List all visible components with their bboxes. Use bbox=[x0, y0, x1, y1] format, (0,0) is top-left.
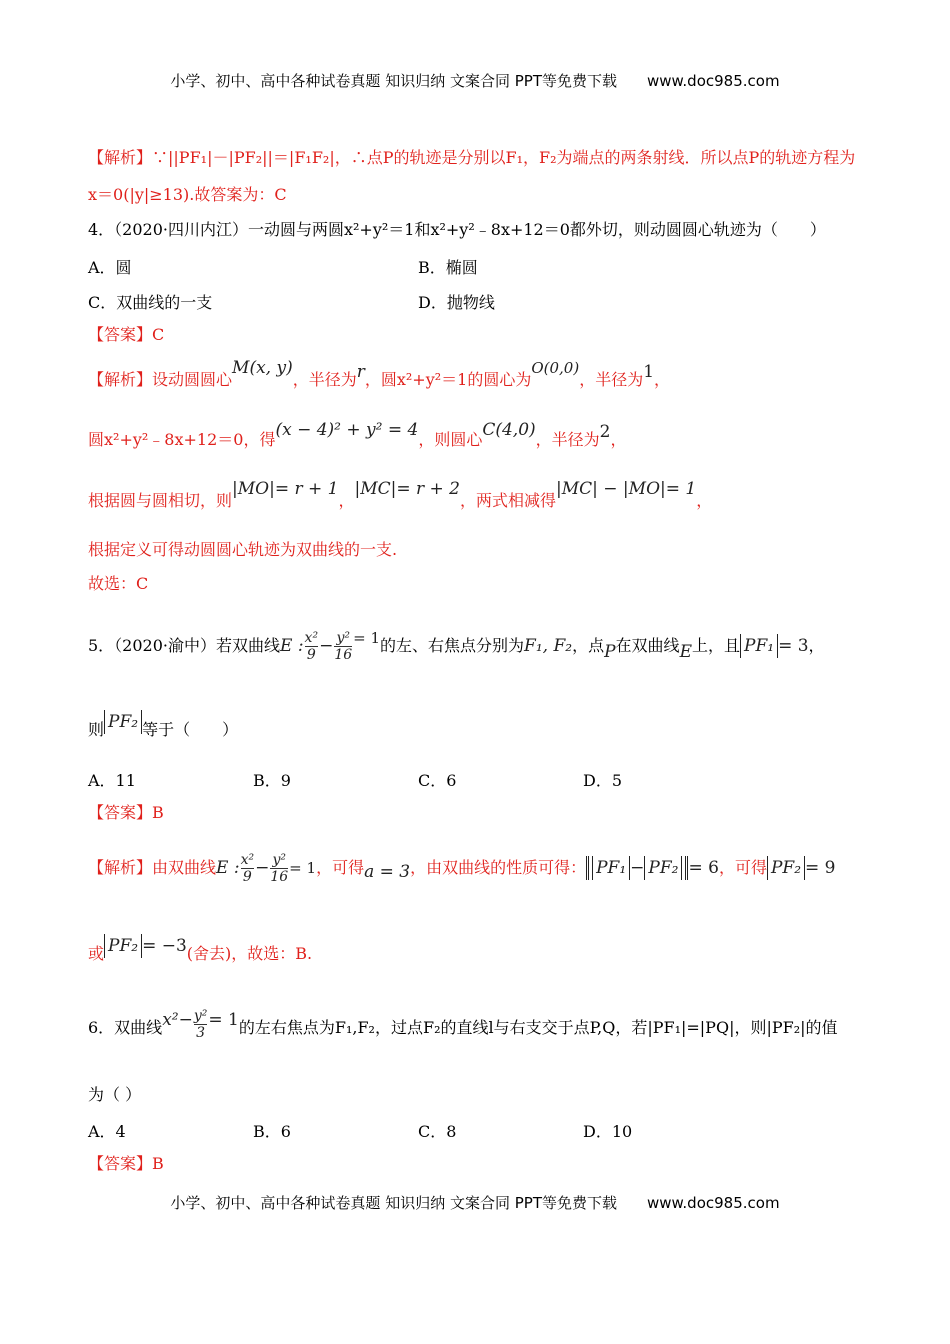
q5-math-eq6: = 6 bbox=[688, 858, 719, 878]
q6-option-a: A．4 bbox=[88, 1122, 126, 1141]
q5-math-PF2: PF₂ bbox=[104, 710, 142, 734]
answer-label: 【答案】 bbox=[88, 1154, 153, 1173]
q5-math-P: P bbox=[604, 642, 616, 662]
q5-math-neg3: = −3 bbox=[142, 936, 187, 956]
q4-b1: 圆x²+y²﹣8x+12＝0，得 bbox=[88, 430, 276, 449]
q6-stem-line2: 为（ ） bbox=[88, 1085, 142, 1104]
q5-an-frac-x bbox=[241, 852, 255, 885]
q5-analysis-line1 bbox=[88, 845, 836, 891]
q4-math-C: C(4,0) bbox=[482, 420, 536, 440]
q5-an-frac-y-num: y² bbox=[272, 852, 287, 868]
q5-math-eq3: = 3 bbox=[778, 636, 809, 656]
q5-s6: 则 bbox=[88, 720, 105, 739]
q6-frac-y-num: y² bbox=[193, 1008, 208, 1024]
q5-stem-line2 bbox=[88, 712, 238, 748]
q3-analysis-text2: x＝0(|y|≥13).故答案为：C bbox=[88, 185, 287, 204]
q3-analysis-line1 bbox=[88, 148, 855, 168]
q5-s7: 等于（ ） bbox=[142, 720, 239, 739]
analysis-label: 【解析】 bbox=[88, 148, 153, 167]
q6-answer bbox=[88, 1154, 164, 1174]
q5-s1: 5．（2020·渝中）若双曲线 bbox=[88, 636, 280, 655]
q4-a4: ，半径为 bbox=[579, 370, 644, 389]
q5-s5: 上，且 bbox=[691, 636, 740, 655]
q5-stem-line1: 5．（2020·渝中）若双曲线E : $\frac{\text{x²}}{9}$ − $\frac{\text{y²}}{16}$ = 1的左、右焦点分别为F₁, F₂，点P在双曲线E上，且 PF₁ = 3， bbox=[88, 629, 825, 663]
q5-math-PF2b: PF₂ bbox=[767, 856, 805, 880]
page-footer: 小学、初中、高中各种试卷真题 知识归纳 文案合同 PPT等免费下载 www.doc985.com bbox=[170, 1194, 780, 1212]
q4-math-r: r bbox=[356, 362, 365, 382]
q5-b2: (舍去)，故选：B. bbox=[186, 944, 313, 963]
q4-option-b: B．椭圆 bbox=[418, 258, 478, 277]
q5-an-minus: − bbox=[255, 858, 270, 878]
q6-math-minus: − bbox=[178, 1010, 193, 1030]
q4-math-MO: |MO|= r + 1 bbox=[232, 479, 339, 499]
q6-option-c: C．8 bbox=[418, 1122, 457, 1141]
q5-math-PF2c: PF₂ bbox=[104, 934, 142, 958]
q4-math-M: M(x, y) bbox=[232, 358, 293, 378]
q6-math-eq1: = 1 bbox=[208, 1010, 239, 1030]
q5-an-frac-y bbox=[270, 852, 288, 885]
q4-analysis-line2: 圆x²+y²﹣8x+12＝0，得(x − 4)² + y² = 4，则圆心C(4,0)，半径为2， bbox=[88, 420, 627, 449]
q4-c2: ，两式相减得 bbox=[460, 491, 557, 510]
q6-answer-value: B bbox=[152, 1154, 164, 1173]
q4-b3: ，半径为 bbox=[535, 430, 600, 449]
q4-option-c: C．双曲线的一支 bbox=[88, 293, 213, 312]
q5-an-frac-x-den: 9 bbox=[241, 868, 255, 885]
q6-stem-line1 bbox=[88, 1005, 838, 1051]
q5-abs-pf1: PF₁ bbox=[592, 856, 630, 880]
q5-math-minus: − bbox=[319, 636, 334, 656]
q5-b1: 或 bbox=[88, 944, 105, 963]
analysis-label: 【解析】 bbox=[88, 370, 153, 389]
q5-abs-pf2: PF₂ bbox=[644, 856, 682, 880]
q4-math-O: O(0,0) bbox=[531, 359, 580, 377]
q5-a1: 由双曲线 bbox=[152, 858, 217, 877]
q5-frac-x-num: x² bbox=[304, 630, 319, 646]
q5-an-frac-y-den: 16 bbox=[270, 869, 289, 885]
q5-math-E: E : bbox=[280, 636, 304, 656]
q4-math-1: 1 bbox=[643, 362, 655, 382]
q5-frac-y bbox=[334, 630, 352, 663]
q5-an-frac-x-num: x² bbox=[240, 852, 255, 868]
q5-option-a: A．11 bbox=[88, 771, 136, 790]
q4-a1: 设动圆圆心 bbox=[152, 370, 233, 389]
q4-analysis-line1: 【解析】设动圆圆心M(x, y)，半径为r，圆x²+y²＝1的圆心为O(0,0)，半径为1， bbox=[88, 358, 671, 389]
q6-s2: 的左右焦点为F₁,F₂，过点F₂的直线l与右支交于点P,Q，若|PF₁|=|PQ|，则|PF₂|的值 bbox=[238, 1018, 838, 1037]
analysis-label: 【解析】 bbox=[88, 858, 153, 877]
q5-frac-y-num: y² bbox=[336, 630, 350, 646]
q4-c1: 根据圆与圆相切，则 bbox=[88, 491, 233, 510]
q5-a4: ，可得 bbox=[718, 858, 767, 877]
q5-option-c: C．6 bbox=[418, 771, 457, 790]
q5-math-eq9: = 9 bbox=[805, 858, 836, 878]
q5-s4: 在双曲线 bbox=[615, 636, 680, 655]
q4-analysis-line4: 根据定义可得动圆圆心轨迹为双曲线的一支. bbox=[88, 540, 398, 559]
q5-answer-value: B bbox=[152, 803, 164, 822]
q5-math-Ename: E bbox=[679, 642, 692, 662]
q5-math-a3: a = 3 bbox=[364, 862, 411, 882]
q5-frac-x bbox=[305, 630, 319, 663]
q4-a3: ，圆x²+y²＝1的圆心为 bbox=[364, 370, 532, 389]
q5-frac-x-den: 9 bbox=[305, 646, 319, 663]
q6-math-x2: x² bbox=[162, 1010, 179, 1030]
q4-analysis-line5: 故选：C bbox=[88, 574, 149, 593]
q4-answer-value: C bbox=[152, 325, 165, 344]
q4-stem: 4．（2020·四川内江）一动圆与两圆x²+y²＝1和x²+y²﹣8x+12＝0都外切，则动圆圆心轨迹为（ ） bbox=[88, 220, 826, 239]
q4-option-d: D．抛物线 bbox=[418, 293, 495, 312]
q4-math-MC: |MC|= r + 2 bbox=[354, 479, 460, 499]
q5-an-eq1: = 1 bbox=[289, 859, 317, 877]
q6-frac-y bbox=[194, 1008, 208, 1041]
q5-abs-minus: − bbox=[630, 858, 645, 878]
q5-s2: 的左、右焦点分别为 bbox=[380, 636, 525, 655]
q5-s3: ，点 bbox=[572, 636, 605, 655]
q5-answer bbox=[88, 803, 164, 823]
answer-label: 【答案】 bbox=[88, 325, 153, 344]
q5-analysis-line2 bbox=[88, 934, 312, 974]
q4-math-diff: |MC| − |MO|= 1 bbox=[556, 479, 697, 499]
q5-math-F: F₁, F₂ bbox=[524, 636, 573, 656]
page-header: 小学、初中、高中各种试卷真题 知识归纳 文案合同 PPT等免费下载 www.doc985.com bbox=[170, 72, 780, 90]
q5-option-b: B．9 bbox=[253, 771, 291, 790]
q4-answer bbox=[88, 325, 164, 345]
q4-math-eq: (x − 4)² + y² = 4 bbox=[275, 420, 419, 440]
q4-option-a: A．圆 bbox=[88, 258, 132, 277]
q4-math-2: 2 bbox=[599, 422, 611, 442]
q5-a3: ，由双曲线的性质可得： bbox=[410, 858, 587, 877]
q6-option-b: B．6 bbox=[253, 1122, 291, 1141]
q4-b2: ，则圆心 bbox=[418, 430, 483, 449]
q5-math-PF1: PF₁ bbox=[740, 634, 778, 658]
q6-s1: 6．双曲线 bbox=[88, 1018, 163, 1037]
q6-frac-y-den: 3 bbox=[194, 1024, 208, 1041]
q5-an-math-E: E : bbox=[216, 858, 240, 878]
q4-analysis-line3: 根据圆与圆相切，则|MO|= r + 1，|MC|= r + 2，两式相减得|MC| − |MO|= 1， bbox=[88, 479, 713, 510]
q5-a2: ，可得 bbox=[316, 858, 365, 877]
answer-label: 【答案】 bbox=[88, 803, 153, 822]
q4-a2: ，半径为 bbox=[292, 370, 357, 389]
q5-option-d: D．5 bbox=[583, 771, 623, 790]
q6-option-d: D．10 bbox=[583, 1122, 633, 1141]
q5-frac-y-den: 16 bbox=[334, 647, 353, 663]
q3-analysis-text1: ∵||PF₁|－|PF₂||＝|F₁F₂|，∴点P的轨迹是分别以F₁，F₂为端点的两条射线．所以点P的轨迹方程为 bbox=[152, 148, 856, 167]
q5-math-abs-diff bbox=[586, 856, 688, 880]
q5-math-eq1: = 1 bbox=[353, 629, 381, 647]
